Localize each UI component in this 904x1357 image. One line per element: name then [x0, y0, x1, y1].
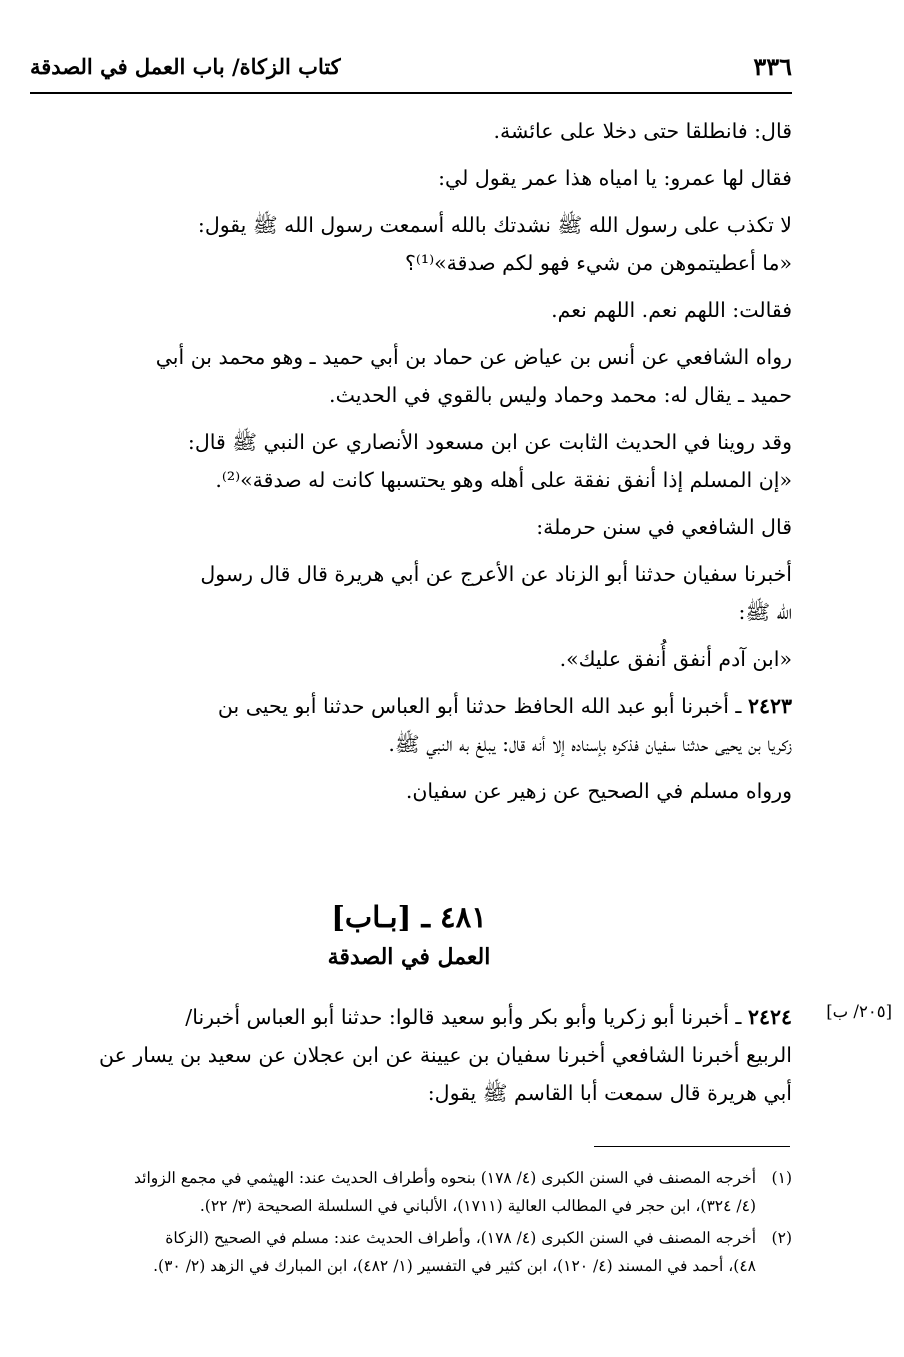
text-line: لا تكذب على رسول الله ﷺ نشدتك بالله أسمعت رسول الله ﷺ يقول: [197, 213, 792, 237]
hadith-number: ٢٤٢٤ [747, 1005, 792, 1029]
main-text [26, 112, 792, 819]
manuscript-folio-note: [٢٠٥/ ب] [826, 1002, 892, 1021]
hadith-line-3: أبي هريرة قال سمعت أبا القاسم ﷺ يقول: [427, 1081, 792, 1105]
hadith-number: ٢٤٢٣ [747, 694, 792, 718]
footnote-1 [26, 1164, 792, 1220]
hadith-text: ـ أخبرنا أبو زكريا وأبو بكر وأبو سعيد قالوا: حدثنا أبو العباس أخبرنا/ [185, 1005, 742, 1029]
text-line: «ابن آدم أنفق أُنفق عليك». [559, 647, 792, 671]
footnote-text-continued: (٤/ ٣٢٤)، ابن حجر في المطالب العالية (١٧١١)، الألباني في السلسلة الصحيحة (٣/ ٢٢). [199, 1197, 756, 1215]
text-line: قال: فانطلقا حتى دخلا على عائشة. [493, 119, 792, 143]
footnote-text-continued: ٤٨)، أحمد في المسند (٤/ ١٢٠)، ابن كثير في التفسير (١/ ٤٨٢)، ابن المبارك في الزهد (٢/ ٣٠). [153, 1257, 756, 1275]
header-title: كتاب الزكاة/ باب العمل في الصدقة [30, 54, 341, 79]
text-line: رواه الشافعي عن أنس بن عياض عن حماد بن أبي حميد ـ وهو محمد بن أبي [155, 345, 792, 369]
text-line: «ما أعطيتموهن من شيء فهو لكم صدقة»⁽¹⁾؟ [404, 251, 792, 275]
footnote-text: أخرجه المصنف في السنن الكبرى (٤/ ١٧٨)، وأطراف الحديث عند: مسلم في الصحيح (الزكاة [165, 1229, 756, 1247]
text-line: ورواه مسلم في الصحيح عن زهير عن سفيان. [405, 779, 792, 803]
chapter-title: العمل في الصدقة [327, 944, 491, 970]
text-line: قال الشافعي في سنن حرملة: [536, 515, 792, 539]
footnote-marker: (١) [771, 1169, 792, 1187]
footnote-text: أخرجه المصنف في السنن الكبرى (٤/ ١٧٨) بنحوه وأطراف الحديث عند: الهيثمي في مجمع الزوائد [134, 1169, 756, 1187]
hadith-2424 [26, 998, 792, 1112]
paragraph [26, 112, 792, 150]
page-number: ٣٣٦ [753, 52, 792, 81]
paragraph [26, 206, 792, 282]
paragraph [26, 423, 792, 499]
chapter-number: ٤٨١ ـ [بـاب] [331, 900, 487, 934]
text-line: «إن المسلم إذا أنفق نفقة على أهله وهو يحتسبها كانت له صدقة»⁽²⁾. [215, 468, 792, 492]
text-line: فقال لها عمرو: يا امياه هذا عمر يقول لي: [438, 166, 792, 190]
paragraph [26, 640, 792, 678]
chapter-heading [26, 895, 792, 975]
text-line: وقد روينا في الحديث الثابت عن ابن مسعود الأنصاري عن النبي ﷺ قال: [187, 430, 792, 454]
footnotes [26, 1164, 792, 1284]
running-header [30, 52, 792, 94]
text-line: حميد ـ يقال له: محمد وحماد وليس بالقوي في الحديث. [329, 383, 792, 407]
footnote-2 [26, 1224, 792, 1280]
paragraph [26, 555, 792, 631]
text-line [26, 687, 792, 725]
paragraph [26, 338, 792, 414]
hadith-text: ـ أخبرنا أبو عبد الله الحافظ حدثنا أبو العباس حدثنا أبو يحيى بن [217, 694, 742, 718]
hadith-line-2: الربيع أخبرنا الشافعي أخبرنا سفيان بن عيينة عن ابن عجلان عن سعيد بن يسار عن [98, 1043, 792, 1067]
paragraph [26, 159, 792, 197]
text-line: زكريا بن يحيى حدثنا سفيان فذكره بإسناده إلا أنه قال: يبلغ به النبي ﷺ. [388, 732, 792, 756]
footnote-separator [594, 1146, 790, 1147]
text-line: الله ﷺ: [738, 600, 792, 624]
footnote-marker: (٢) [771, 1229, 792, 1247]
paragraph [26, 291, 792, 329]
hadith-paragraph [26, 687, 792, 763]
text-line: فقالت: اللهم نعم. اللهم نعم. [551, 298, 792, 322]
paragraph [26, 772, 792, 810]
text-line: أخبرنا سفيان حدثنا أبو الزناد عن الأعرج عن أبي هريرة قال قال رسول [200, 562, 792, 586]
hadith-line-1 [26, 998, 792, 1036]
paragraph [26, 508, 792, 546]
